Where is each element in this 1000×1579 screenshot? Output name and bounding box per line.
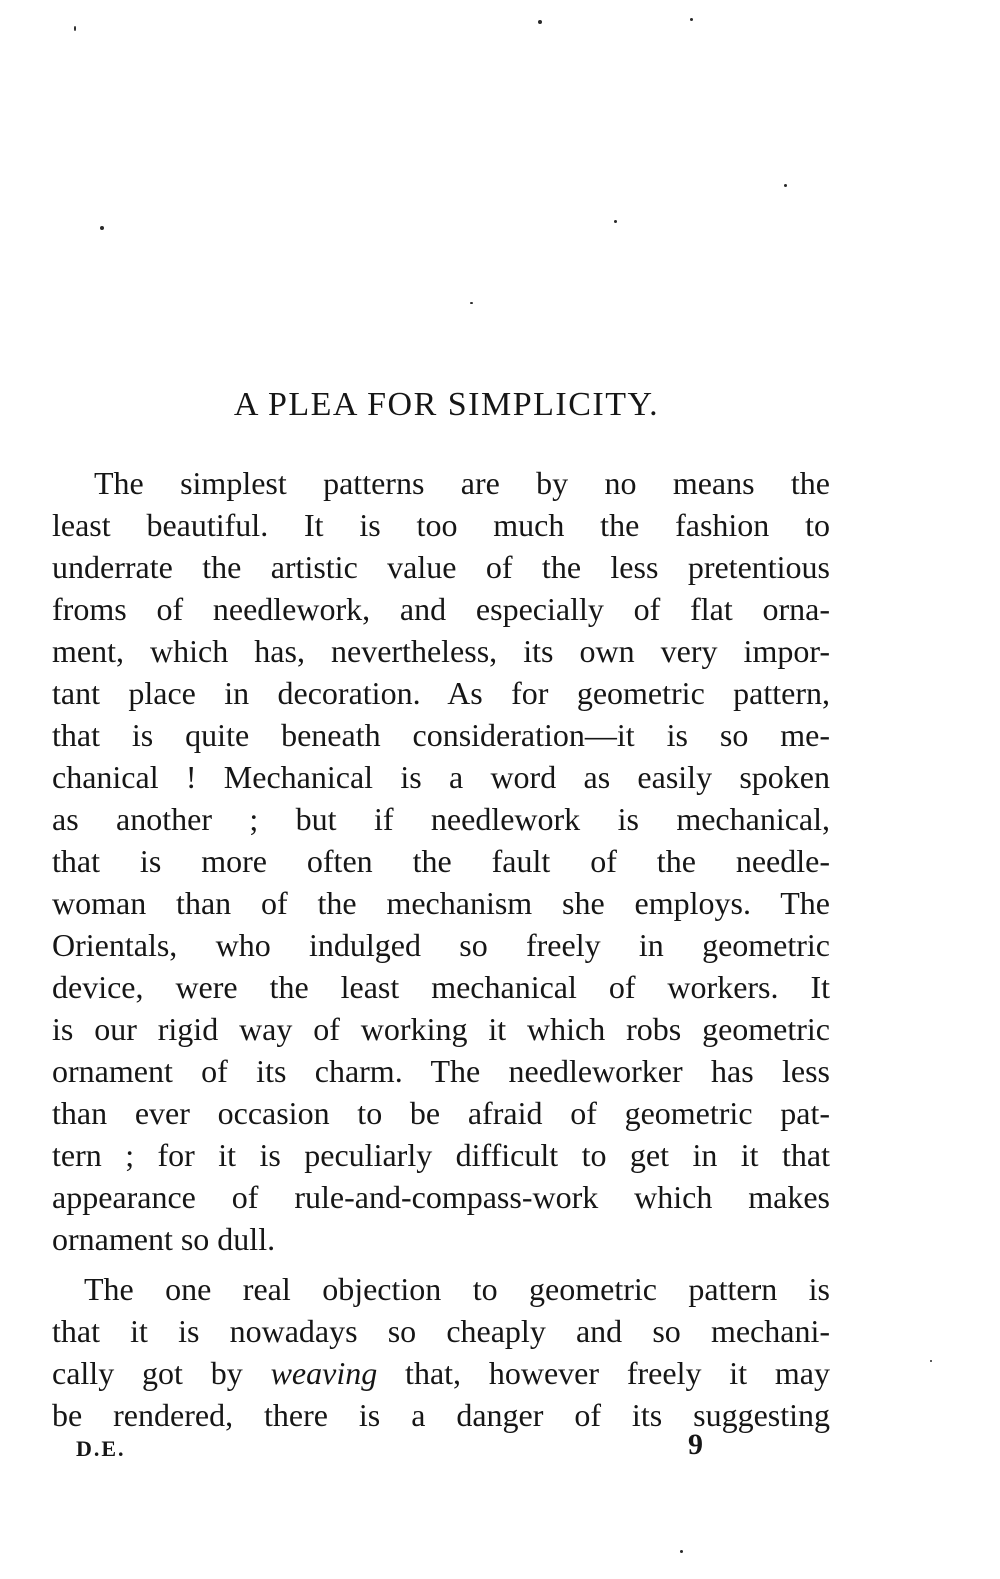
paragraph [52,1268,830,1436]
text-line: froms of needlework, and especially of flat orna- [52,591,830,627]
text-line: underrate the artistic value of the less pretentious [52,549,830,585]
body-text [52,462,830,1436]
text-line: ornament so dull. [52,1221,276,1257]
text-line: that is quite beneath consideration—it is so me- [52,717,830,753]
text-line: than ever occasion to be afraid of geometric pat- [52,1095,830,1131]
scan-speck [614,220,617,223]
signature-number: 9 [688,1428,703,1461]
scan-speck [538,20,542,24]
scan-speck [74,26,76,31]
scan-speck [470,302,473,304]
text-line: chanical ! Mechanical is a word as easily spoken [52,759,830,795]
scan-speck [680,1550,683,1553]
text-line: Orientals, who indulged so freely in geometric [52,927,830,963]
text-line: tern ; for it is peculiarly difficult to get in it that [52,1137,830,1173]
scan-speck [100,226,104,230]
emphasis-word: weaving [270,1355,378,1391]
scan-speck [784,184,787,187]
text-line: The simplest patterns are by no means the [94,465,830,501]
text-line: least beautiful. It is too much the fashion to [52,507,830,543]
text-line: woman than of the mechanism she employs. The [52,885,830,921]
text-line: tant place in decoration. As for geometric pattern, [52,675,830,711]
text-line: appearance of rule-and-compass-work which makes [52,1179,830,1215]
page-title: A PLEA FOR SIMPLICITY. [233,386,660,423]
text-line: is our rigid way of working it which robs geometric [52,1011,830,1047]
text-line: that is more often the fault of the needle- [52,843,830,879]
text-line: The one real objection to geometric pattern is [84,1271,830,1307]
text-line: ornament of its charm. The needleworker has less [52,1053,830,1089]
text-segment: cally got by [52,1355,271,1391]
scan-speck [690,18,693,21]
text-segment: that, however freely it may [377,1355,831,1391]
text-line: as another ; but if needlework is mechanical, [52,801,830,837]
text-line: ment, which has, nevertheless, its own very impor- [52,633,830,669]
text-line: that it is nowadays so cheaply and so mechani- [52,1313,830,1349]
scan-speck [930,1360,932,1362]
text-line: device, were the least mechanical of workers. It [52,969,830,1005]
paragraph [52,462,830,1260]
signature-mark: D.E. [76,1436,126,1461]
text-line: be rendered, there is a danger of its suggesting [52,1397,830,1433]
text-line-mixed [52,1352,830,1394]
